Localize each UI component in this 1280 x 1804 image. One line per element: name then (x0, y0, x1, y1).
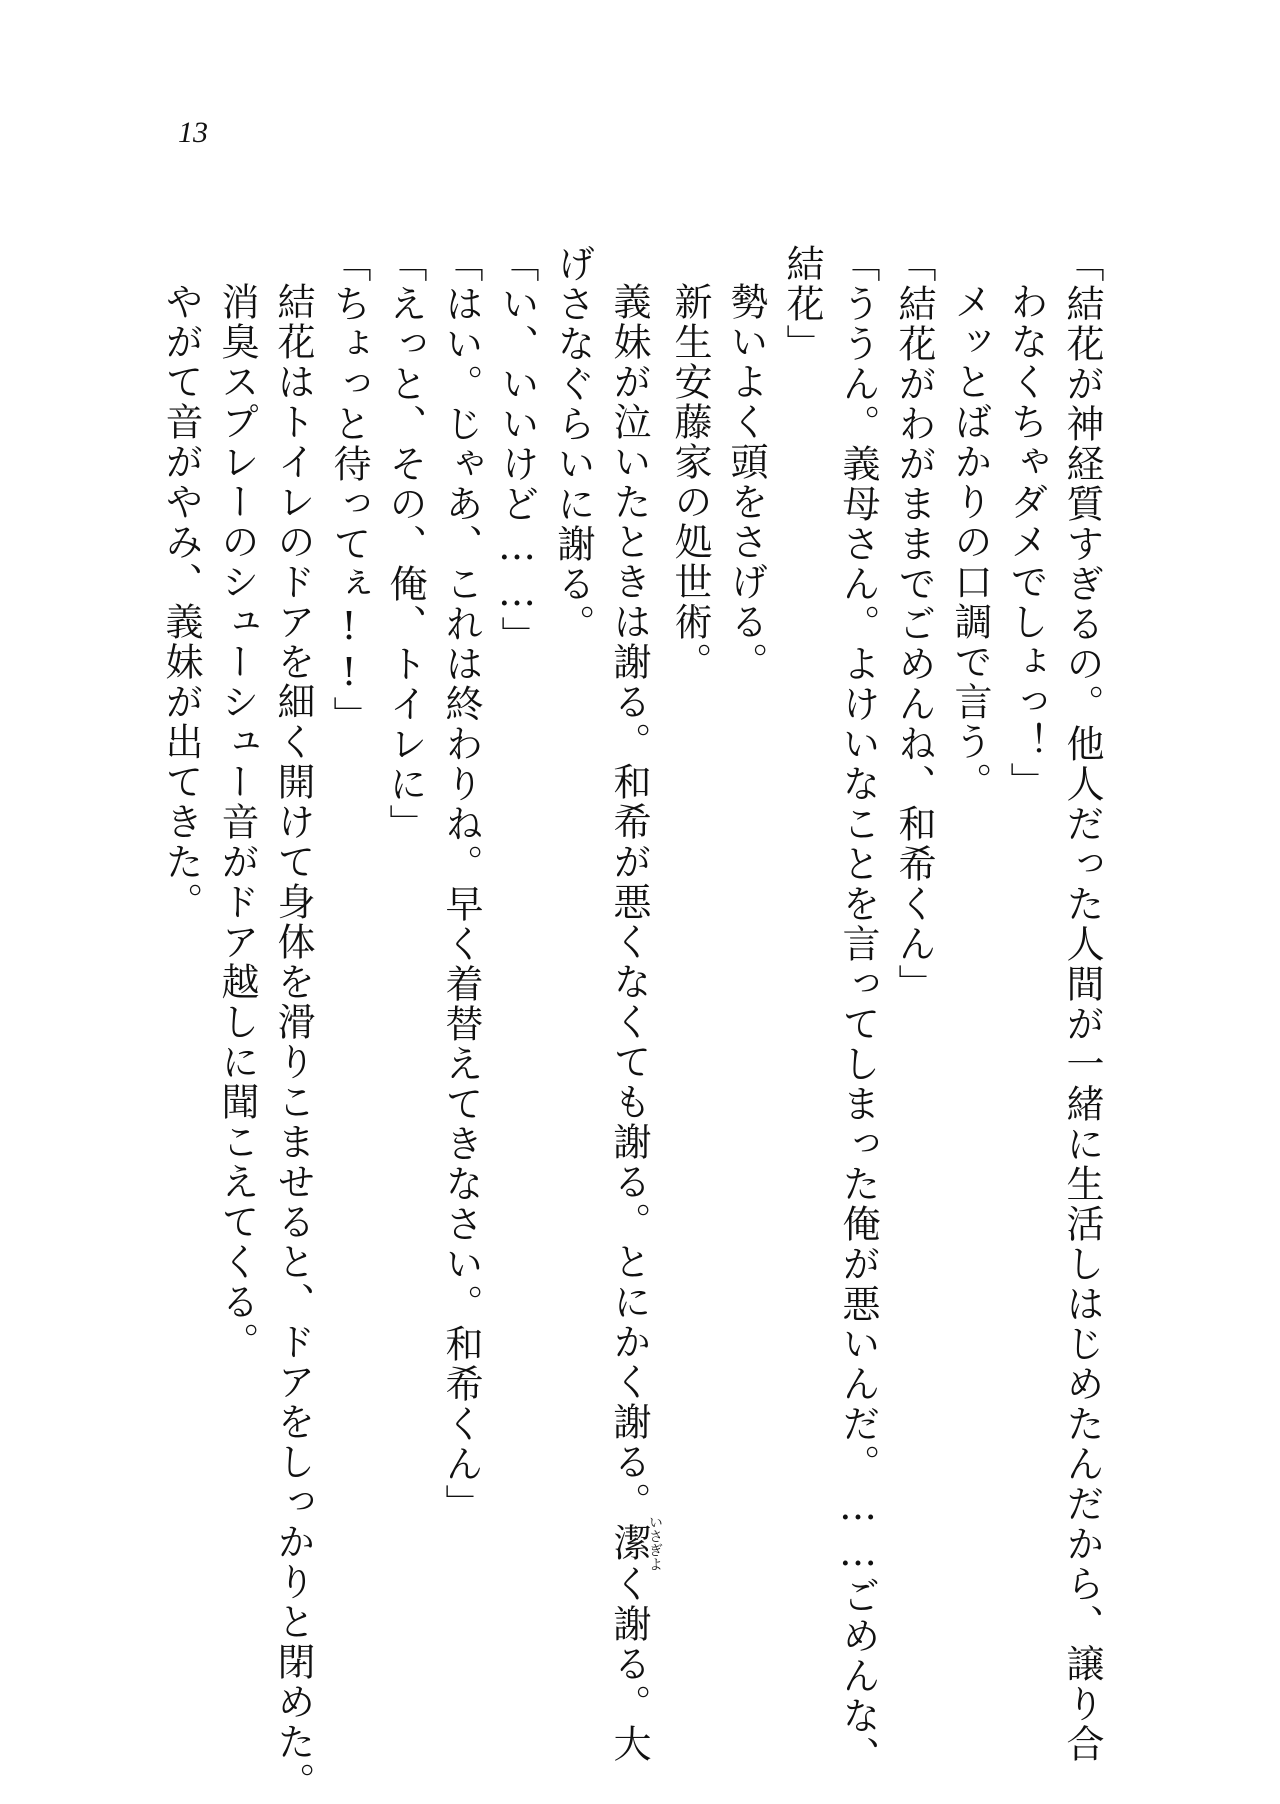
text-column: やがて音がやみ、義妹が出てきた。 (159, 282, 203, 922)
text-column: 勢いよく頭をさげる。 (724, 282, 768, 682)
text-column: 「ううん。義母さん。よけいなことを言ってしまった俺が悪いんだ。……ごめんな、 (836, 244, 880, 1776)
text-column: 「えっと、その、俺、トイレに」 (383, 244, 427, 844)
text-column: 「はい。じゃあ、これは終わりね。早く着替えてきなさい。和希くん」 (439, 244, 483, 1524)
ruby-reading: いさぎよ (647, 1515, 663, 1571)
text-column: わなくちゃダメでしょっ！」 (1004, 282, 1048, 802)
ruby-base: 潔 (607, 1515, 651, 1571)
text-column: 「い、いいけど……」 (495, 244, 539, 656)
text-segment: く謝る。大 (607, 1564, 651, 1764)
text-column: 新生安藤家の処世術。 (668, 282, 712, 682)
ruby-word (607, 1515, 663, 1571)
text-column: 「結花がわがままでごめんね、和希くん」 (892, 244, 936, 1004)
text-segment: 義妹が泣いたときは謝る。和希が悪くなくても謝る。とにかく謝る。 (607, 282, 651, 1522)
text-column-with-ruby (601, 244, 663, 1764)
text-column: 「結花が神経質すぎるの。他人だった人間が一緒に生活しはじめたんだから、譲り合 (1060, 244, 1104, 1764)
vertical-text-body (153, 244, 1110, 1802)
page-number: 13 (178, 116, 208, 149)
text-column: 「ちょっと待ってぇ!!」 (327, 244, 371, 736)
text-column: げさなぐらいに謝る。 (551, 244, 595, 644)
text-column: 結花」 (780, 244, 824, 364)
text-column: 消臭スプレーのシューシュー音がドア越しに聞こえてくる。 (215, 282, 259, 1362)
text-column: 結花はトイレのドアを細く開けて身体を滑りこませると、ドアをしっかりと閉めた。 (271, 282, 315, 1802)
text-column: メッとばかりの口調で言う。 (948, 282, 992, 802)
